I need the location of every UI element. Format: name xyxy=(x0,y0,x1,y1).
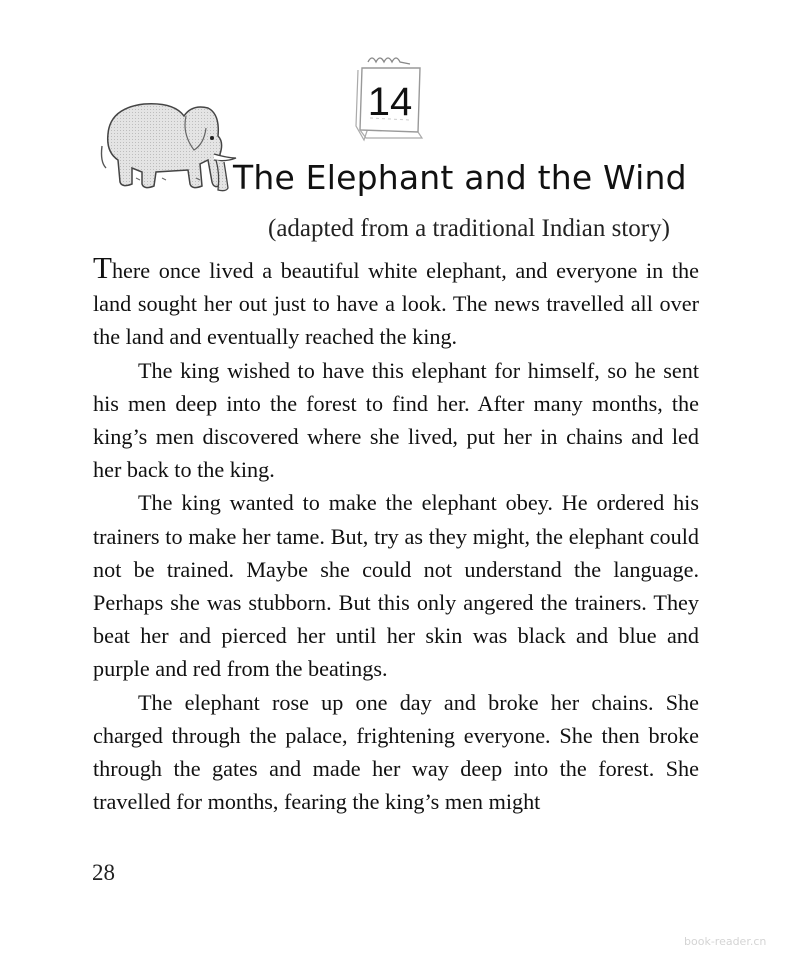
paragraph-3: The king wanted to make the elephant obey. He ordered his trainers to make her tame. But, try as they might, the elephant could not be trained. Maybe she could not understand the language. Perhaps she was stubborn. But this only angered the trainers. They beat her and pierced her until her skin was black and blue and purple and red from the beatings. xyxy=(93,490,699,682)
page-number: 28 xyxy=(92,860,115,885)
story-text xyxy=(93,250,699,818)
paragraph-2: The king wished to have this elephant for himself, so he sent his men deep into the forest to find her. After many months, the king’s men discovered where she lived, put her in chains and led her back to the king. xyxy=(93,357,699,483)
paragraph-1 xyxy=(93,250,699,354)
chapter-number: 14 xyxy=(367,80,413,124)
desk-calendar-icon xyxy=(348,48,432,144)
watermark: book-reader.cn xyxy=(684,935,767,948)
chapter-subtitle: (adapted from a traditional Indian story) xyxy=(268,215,670,242)
paragraph-4: The elephant rose up one day and broke her chains. She charged through the palace, frightening everyone. She then broke through the gates and made her way deep into the forest. She travelled for months, fearing the king’s men might xyxy=(93,689,699,815)
drop-cap: T xyxy=(93,250,112,285)
elephant-illustration xyxy=(96,94,246,198)
chapter-title: The Elephant and the Wind xyxy=(233,158,687,197)
paragraph-1-text: here once lived a beautiful white elephant, and everyone in the land sought her out just to have a look. The news travelled all over the land and eventually reached the king. xyxy=(93,258,699,350)
